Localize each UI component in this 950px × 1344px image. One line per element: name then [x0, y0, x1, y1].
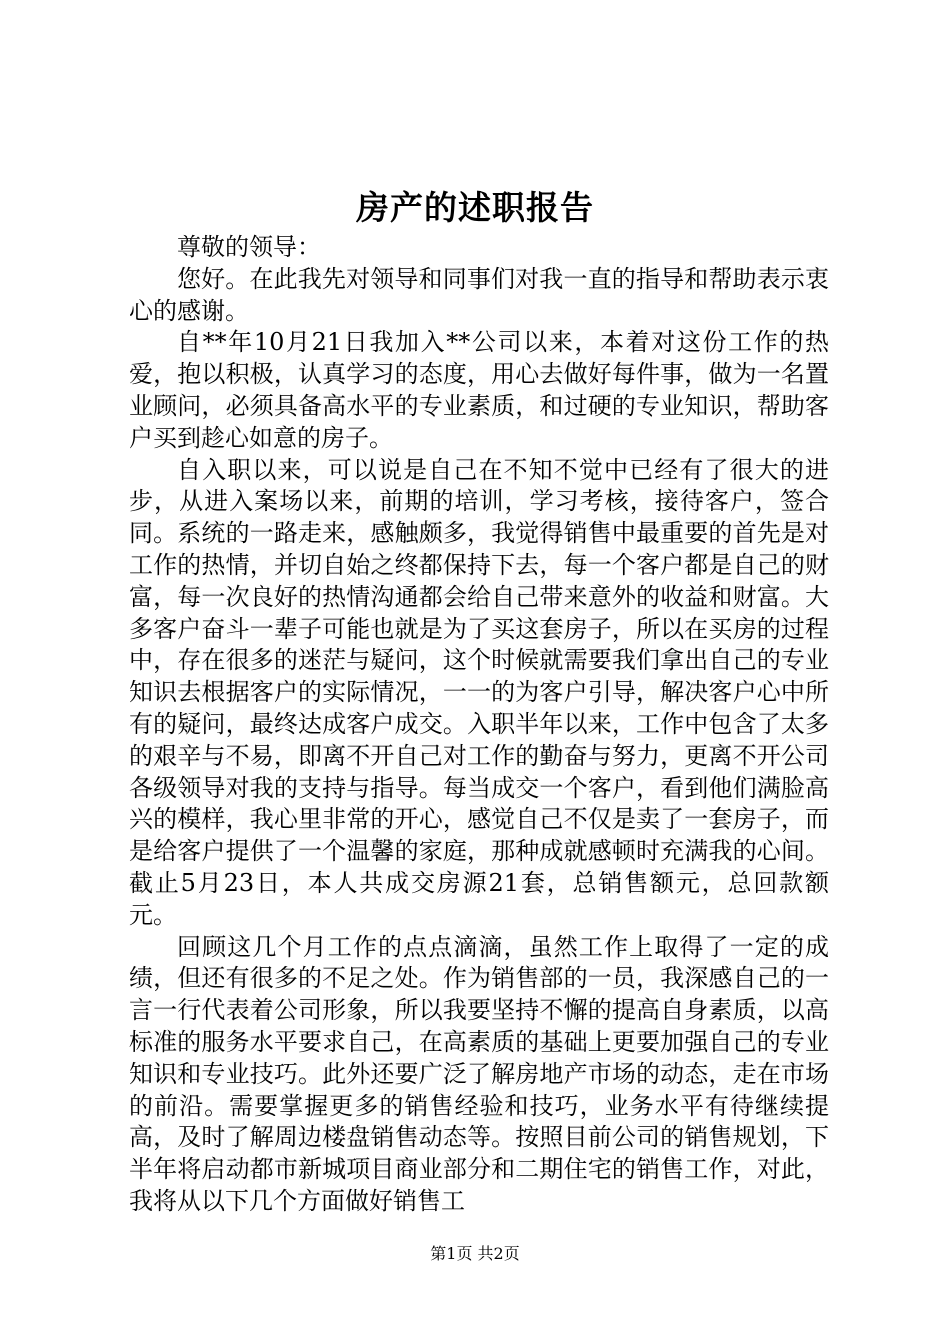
- document-body: [129, 232, 829, 1218]
- paragraph-experience: 自入职以来，可以说是自己在不知不觉中已经有了很大的进步，从进入案场以来，前期的培训，学习考核，接待客户，签合同。系统的一路走来，感触颇多，我觉得销售中最重要的首先是对工作的热情，并切自始之终都保持下去，每一个客户都是自己的财富，每一次良好的热情沟通都会给自己带来意外的收益和财富。大多客户奋斗一辈子可能也就是为了买这套房子，所以在买房的过程中，存在很多的迷茫与疑问，这个时候就需要我们拿出自己的专业知识去根据客户的实际情况，一一的为客户引导，解决客户心中所有的疑问，最终达成客户成交。入职半年以来，工作中包含了太多的艰辛与不易，即离不开自己对工作的勤奋与努力，更离不开公司各级领导对我的支持与指导。每当成交一个客户，看到他们满脸高兴的模样，我心里非常的开心，感觉自己不仅是卖了一套房子，而是给客户提供了一个温馨的家庭，那种成就感顿时充满我的心间。截止5月23日，本人共成交房源21套，总销售额元，总回款额元。: [129, 455, 829, 929]
- salutation: 尊敬的领导：: [177, 233, 321, 261]
- page-footer: 第1页 共2页: [430, 1244, 520, 1263]
- paragraph-introduction: 自**年10月21日我加入**公司以来，本着对这份工作的热爱，抱以积极，认真学习的态度，用心去做好每件事，做为一名置业顾问，必须具备高水平的专业素质，和过硬的专业知识，帮助客户买到趁心如意的房子。: [129, 328, 829, 452]
- paragraph-review: 回顾这几个月工作的点点滴滴，虽然工作上取得了一定的成绩，但还有很多的不足之处。作为销售部的一员，我深感自己的一言一行代表着公司形象，所以我要坚持不懈的提高自身素质，以高标准的服务水平要求自己，在高素质的基础上更要加强自己的专业知识和专业技巧。此外还要广泛了解房地产市场的动态，走在市场的前沿。需要掌握更多的销售经验和技巧，业务水平有待继续提高，及时了解周边楼盘销售动态等。按照目前公司的销售规划，下半年将启动都市新城项目商业部分和二期住宅的销售工作，对此，我将从以下几个方面做好销售工: [129, 932, 829, 1215]
- document-title: 房产的述职报告: [356, 188, 594, 227]
- paragraph-greeting: 您好。在此我先对领导和同事们对我一直的指导和帮助表示衷心的感谢。: [129, 264, 829, 325]
